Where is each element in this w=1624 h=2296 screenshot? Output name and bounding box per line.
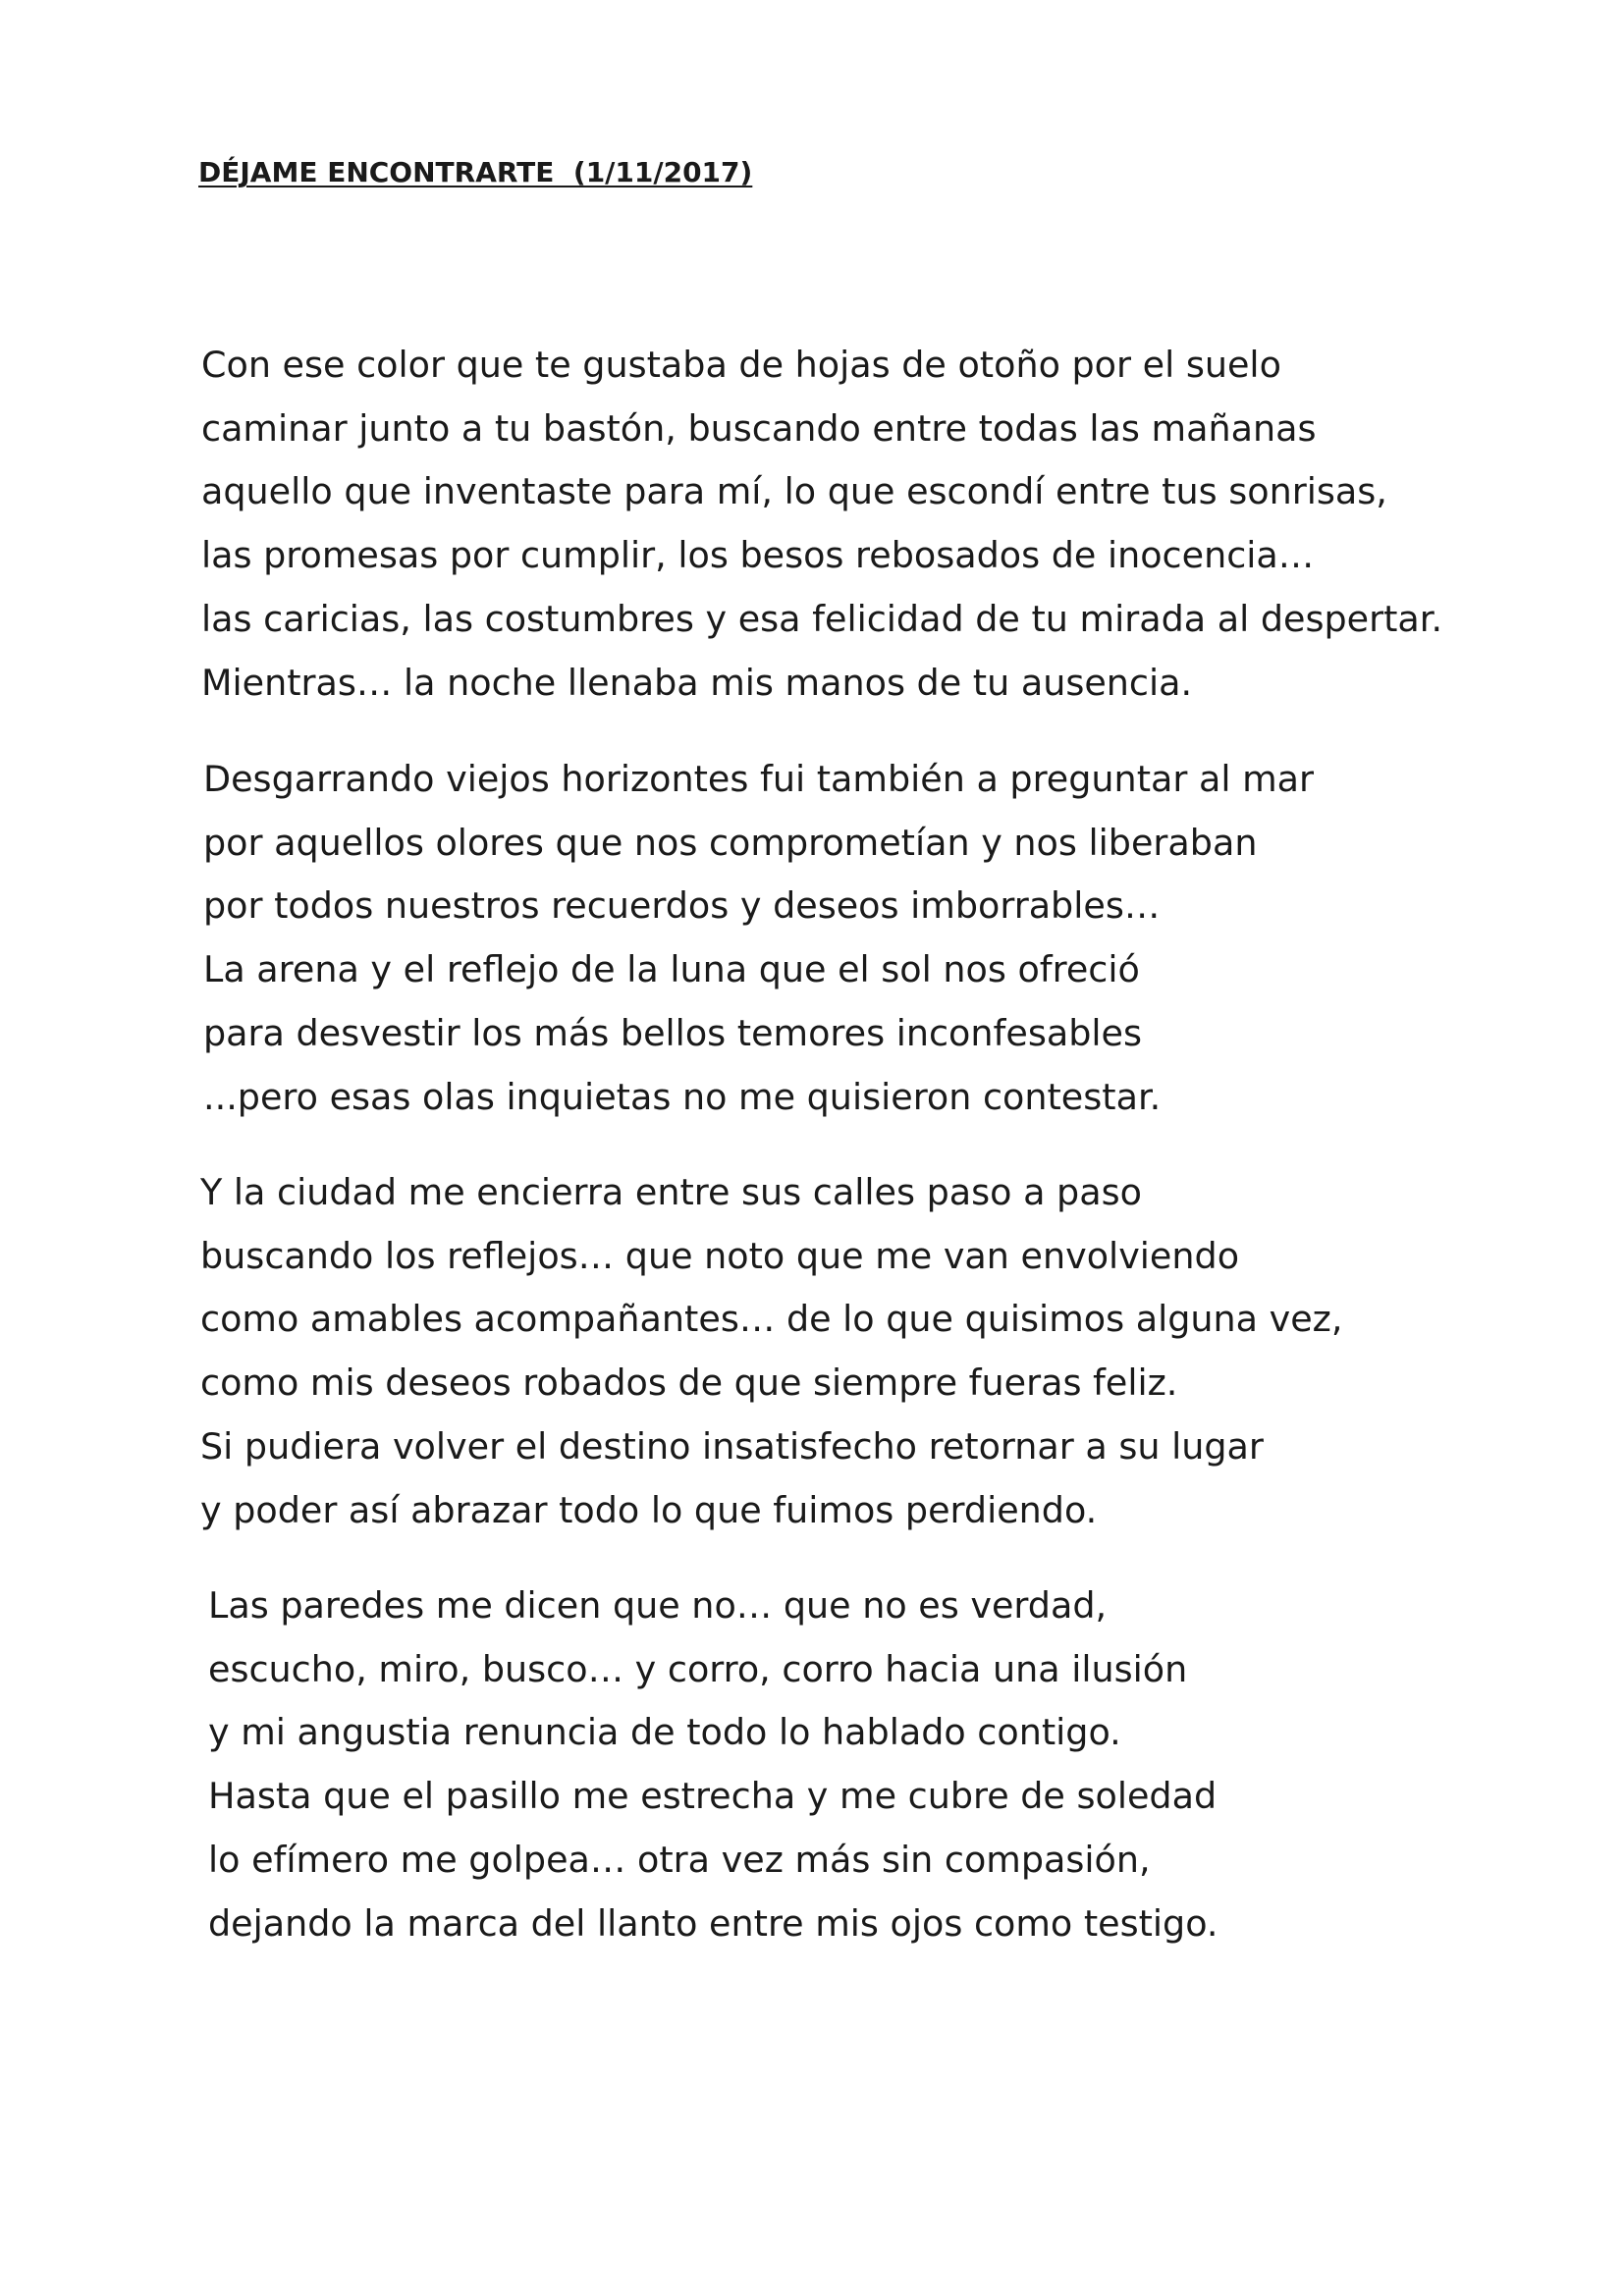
poem-line: las caricias, las costumbres y esa felicidad de tu mirada al despertar.	[201, 597, 1443, 640]
poem-line: para desvestir los más bellos temores inconfesables	[203, 1011, 1142, 1054]
poem-line: y poder así abrazar todo lo que fuimos perdiendo.	[200, 1488, 1098, 1531]
stanza-1	[201, 334, 1442, 715]
poem-line: Si pudiera volver el destino insatisfecho retornar a su lugar	[200, 1424, 1264, 1468]
poem-line: aquello que inventaste para mí, lo que escondí entre tus sonrisas,	[201, 470, 1387, 513]
poem-line: Desgarrando viejos horizontes fui también a preguntar al mar	[203, 758, 1315, 800]
poem-line: como mis deseos robados de que siempre fueras feliz.	[200, 1362, 1178, 1405]
poem-line: por todos nuestros recuerdos y deseos imborrables…	[203, 884, 1161, 928]
poem-line: escucho, miro, busco… y corro, corro hacia una ilusión	[208, 1647, 1188, 1690]
stanza-2	[203, 748, 1314, 1129]
poem-line: dejando la marca del llanto entre mis ojos como testigo.	[208, 1901, 1218, 1945]
poem-line: caminar junto a tu bastón, buscando entre todas las mañanas	[201, 406, 1317, 450]
poem-line: lo efímero me golpea… otra vez más sin compasión,	[208, 1838, 1151, 1881]
poem-line: Y la ciudad me encierra entre sus calles paso a paso	[200, 1171, 1142, 1213]
poem-line: Con ese color que te gustaba de hojas de otoño por el suelo	[201, 344, 1281, 386]
poem-line: Mientras… la noche llenaba mis manos de tu ausencia.	[201, 661, 1193, 704]
poem-title: DÉJAME ENCONTRARTE (1/11/2017)	[198, 156, 753, 188]
poem-line: y mi angustia renuncia de todo lo hablado contigo.	[208, 1711, 1121, 1754]
poem-line: por aquellos olores que nos comprometían y nos liberaban	[203, 821, 1258, 864]
poem-line: Las paredes me dicen que no… que no es verdad,	[208, 1584, 1108, 1627]
poem-line: La arena y el reflejo de la luna que el sol nos ofreció	[203, 948, 1140, 991]
stanza-3	[200, 1161, 1342, 1542]
poem-line: buscando los reflejos… que noto que me van envolviendo	[200, 1234, 1240, 1277]
poem-line: como amables acompañantes… de lo que quisimos alguna vez,	[200, 1298, 1343, 1341]
poem-line: ...pero esas olas inquietas no me quisieron contestar.	[203, 1075, 1162, 1118]
poem-line: Hasta que el pasillo me estrecha y me cubre de soledad	[208, 1775, 1218, 1818]
poem-line: las promesas por cumplir, los besos rebosados de inocencia…	[201, 534, 1315, 577]
stanza-4	[208, 1575, 1218, 1955]
